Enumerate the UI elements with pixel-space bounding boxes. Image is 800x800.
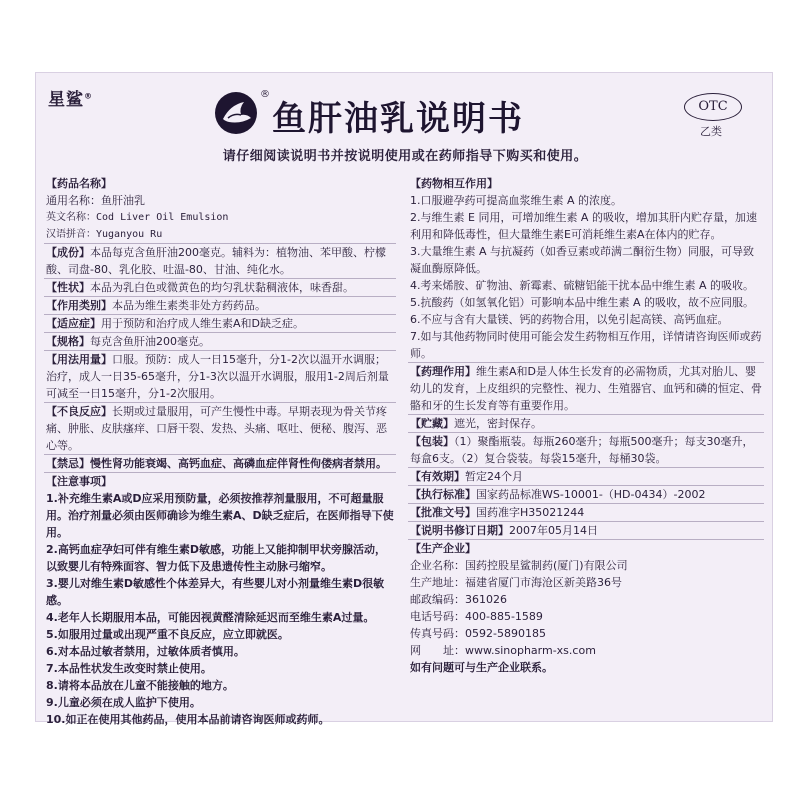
left-column bbox=[44, 175, 396, 728]
precaution-item: 1.补充维生素A或D应采用预防量，必须按推荐剂量服用，不可超量服用。治疗剂量必须由医师确诊为维生素A、D缺乏症后，在医师指导下使用。 bbox=[46, 492, 394, 539]
pharmacology-section: 【药理作用】维生素A和D是人体生长发育的必需物质，尤其对胎儿、婴幼儿的发育，上皮组织的完整性、视力、生殖器官、血钙和磷的恒定、骨骼和牙的生长发育等有重要作用。 bbox=[408, 363, 764, 415]
precaution-item: 5.如服用过量或出现严重不良反应，应立即就医。 bbox=[46, 628, 289, 641]
usage-section: 【用法用量】口服。预防：成人一日15毫升，分1-2次以温开水调服；治疗，成人一日35-65毫升，分1-3次以温开水调服，服用1-2周后剂量可减至一日15毫升，分1-2次服用。 bbox=[44, 351, 396, 403]
phone-number: 电话号码：400-885-1589 bbox=[410, 610, 543, 623]
precaution-item: 2.高钙血症孕妇可伴有维生素D敏感，功能上又能抑制甲状旁腺活动，以致婴儿有特殊面容、智力低下及患遗传性主动脉弓缩窄。 bbox=[46, 543, 386, 573]
composition-section: 【成份】本品每克含鱼肝油200毫克。辅料为：植物油、苯甲酸、柠檬酸、司盘-80、乳化胶、吐温-80、甘油、纯化水。 bbox=[44, 244, 396, 279]
precaution-item: 9.儿童必须在成人监护下使用。 bbox=[46, 696, 201, 709]
otc-class-label: 乙类 bbox=[700, 125, 722, 138]
interactions-section bbox=[408, 175, 764, 363]
generic-name: 通用名称：鱼肝油乳 bbox=[46, 194, 145, 207]
interaction-item: 2.与维生素 E 同用，可增加维生素 A 的吸收，增加其肝内贮存量，加速利用和降低毒性，但大量维生素E可消耗维生素A在体内的贮存。 bbox=[410, 211, 757, 241]
leaflet-sheet bbox=[35, 72, 773, 726]
section-label: 【药物相互作用】 bbox=[410, 177, 498, 190]
interaction-item: 6.不应与含有大量镁、钙的药物合用，以免引起高镁、高钙血症。 bbox=[410, 313, 729, 326]
section-label: 【注意事项】 bbox=[46, 475, 112, 488]
properties-section: 【性状】本品为乳白色或微黄色的均匀乳状黏稠液体，味香甜。 bbox=[44, 279, 396, 297]
precaution-item: 8.请将本品放在儿童不能接触的地方。 bbox=[46, 679, 234, 692]
validity-section: 【有效期】暂定24个月 bbox=[408, 468, 764, 486]
standard-section: 【执行标准】国家药品标准WS-10001-（HD-0434）-2002 bbox=[408, 486, 764, 504]
package-section: 【包装】（1）聚酯瓶装。每瓶260毫升；每瓶500毫升；每支30毫升，每盒6支。（2）复合袋装。每袋15毫升，每桶30袋。 bbox=[408, 433, 764, 468]
section-label: 【生产企业】 bbox=[410, 542, 476, 555]
right-column bbox=[408, 175, 764, 676]
manufacturer-section bbox=[408, 540, 764, 676]
precaution-item: 7.本品性状发生改变时禁止使用。 bbox=[46, 662, 212, 675]
interaction-item: 1.口服避孕药可提高血浆维生素 A 的浓度。 bbox=[410, 194, 623, 207]
precaution-item: 10.如正在使用其他药品，使用本品前请咨询医师或药师。 bbox=[46, 713, 330, 726]
storage-section: 【贮藏】遮光，密封保存。 bbox=[408, 415, 764, 433]
precautions-section bbox=[44, 473, 396, 728]
interaction-item: 3.大量维生素 A 与抗凝药（如香豆素或茚满二酮衍生物）同服，可导致凝血酶原降低。 bbox=[410, 245, 755, 275]
category-section: 【作用类别】本品为维生素类非处方药药品。 bbox=[44, 297, 396, 315]
pinyin-name: 汉语拼音：Yuganyou Ru bbox=[46, 229, 163, 240]
section-label: 【药品名称】 bbox=[46, 177, 112, 190]
contraindications-section: 【禁忌】慢性肾功能衰竭、高钙血症、高磷血症伴肾性佝偻病者禁用。 bbox=[44, 455, 396, 473]
revision-date-section: 【说明书修订日期】2007年05月14日 bbox=[408, 522, 764, 540]
page-title: 鱼肝油乳说明书 bbox=[272, 99, 524, 139]
interaction-item: 5.抗酸药（如氢氧化铝）可影响本品中维生素 A 的吸收，故不应同服。 bbox=[410, 296, 755, 309]
website: 网 址：www.sinopharm-xs.com bbox=[410, 644, 596, 657]
postal-code: 邮政编码：361026 bbox=[410, 593, 507, 606]
registered-mark: ® bbox=[260, 89, 270, 100]
interaction-item: 7.如与其他药物同时使用可能会发生药物相互作用，详情请咨询医师或药师。 bbox=[410, 330, 762, 360]
precaution-item: 3.婴儿对维生素D敏感性个体差异大，有些婴儿对小剂量维生素D很敏感。 bbox=[46, 577, 385, 607]
contact-note: 如有问题可与生产企业联系。 bbox=[410, 661, 553, 674]
manufacturer-address: 生产地址：福建省厦门市海沧区新美路36号 bbox=[410, 576, 622, 589]
adverse-reactions-section: 【不良反应】长期或过量服用，可产生慢性中毒。早期表现为骨关节疼痛、肿胀、皮肤瘙痒、口唇干裂、发热、头痛、呕吐、便秘、腹泻、恶心等。 bbox=[44, 403, 396, 455]
precaution-item: 4.老年人长期服用本品，可能因视黄醛清除延迟而至维生素A过量。 bbox=[46, 611, 375, 624]
approval-section: 【批准文号】国药准字H35021244 bbox=[408, 504, 764, 522]
brand-logo-text: 星鲨® bbox=[48, 90, 93, 110]
interaction-item: 4.考来烯胺、矿物油、新霉素、硫糖铝能干扰本品中维生素 A 的吸收。 bbox=[410, 279, 755, 292]
otc-badge: OTC bbox=[684, 93, 742, 121]
drug-name-section bbox=[44, 175, 396, 244]
english-name: 英文名称：Cod Liver Oil Emulsion bbox=[46, 212, 229, 223]
shark-logo-icon bbox=[214, 91, 258, 135]
precaution-item: 6.对本品过敏者禁用，过敏体质者慎用。 bbox=[46, 645, 245, 658]
fax-number: 传真号码：0592-5890185 bbox=[410, 627, 546, 640]
indication-section: 【适应症】用于预防和治疗成人维生素A和D缺乏症。 bbox=[44, 315, 396, 333]
manufacturer-name: 企业名称：国药控股星鲨制药(厦门)有限公司 bbox=[410, 559, 628, 572]
usage-advisory: 请仔细阅读说明书并按说明使用或在药师指导下购买和使用。 bbox=[222, 149, 588, 164]
specification-section: 【规格】每克含鱼肝油200毫克。 bbox=[44, 333, 396, 351]
